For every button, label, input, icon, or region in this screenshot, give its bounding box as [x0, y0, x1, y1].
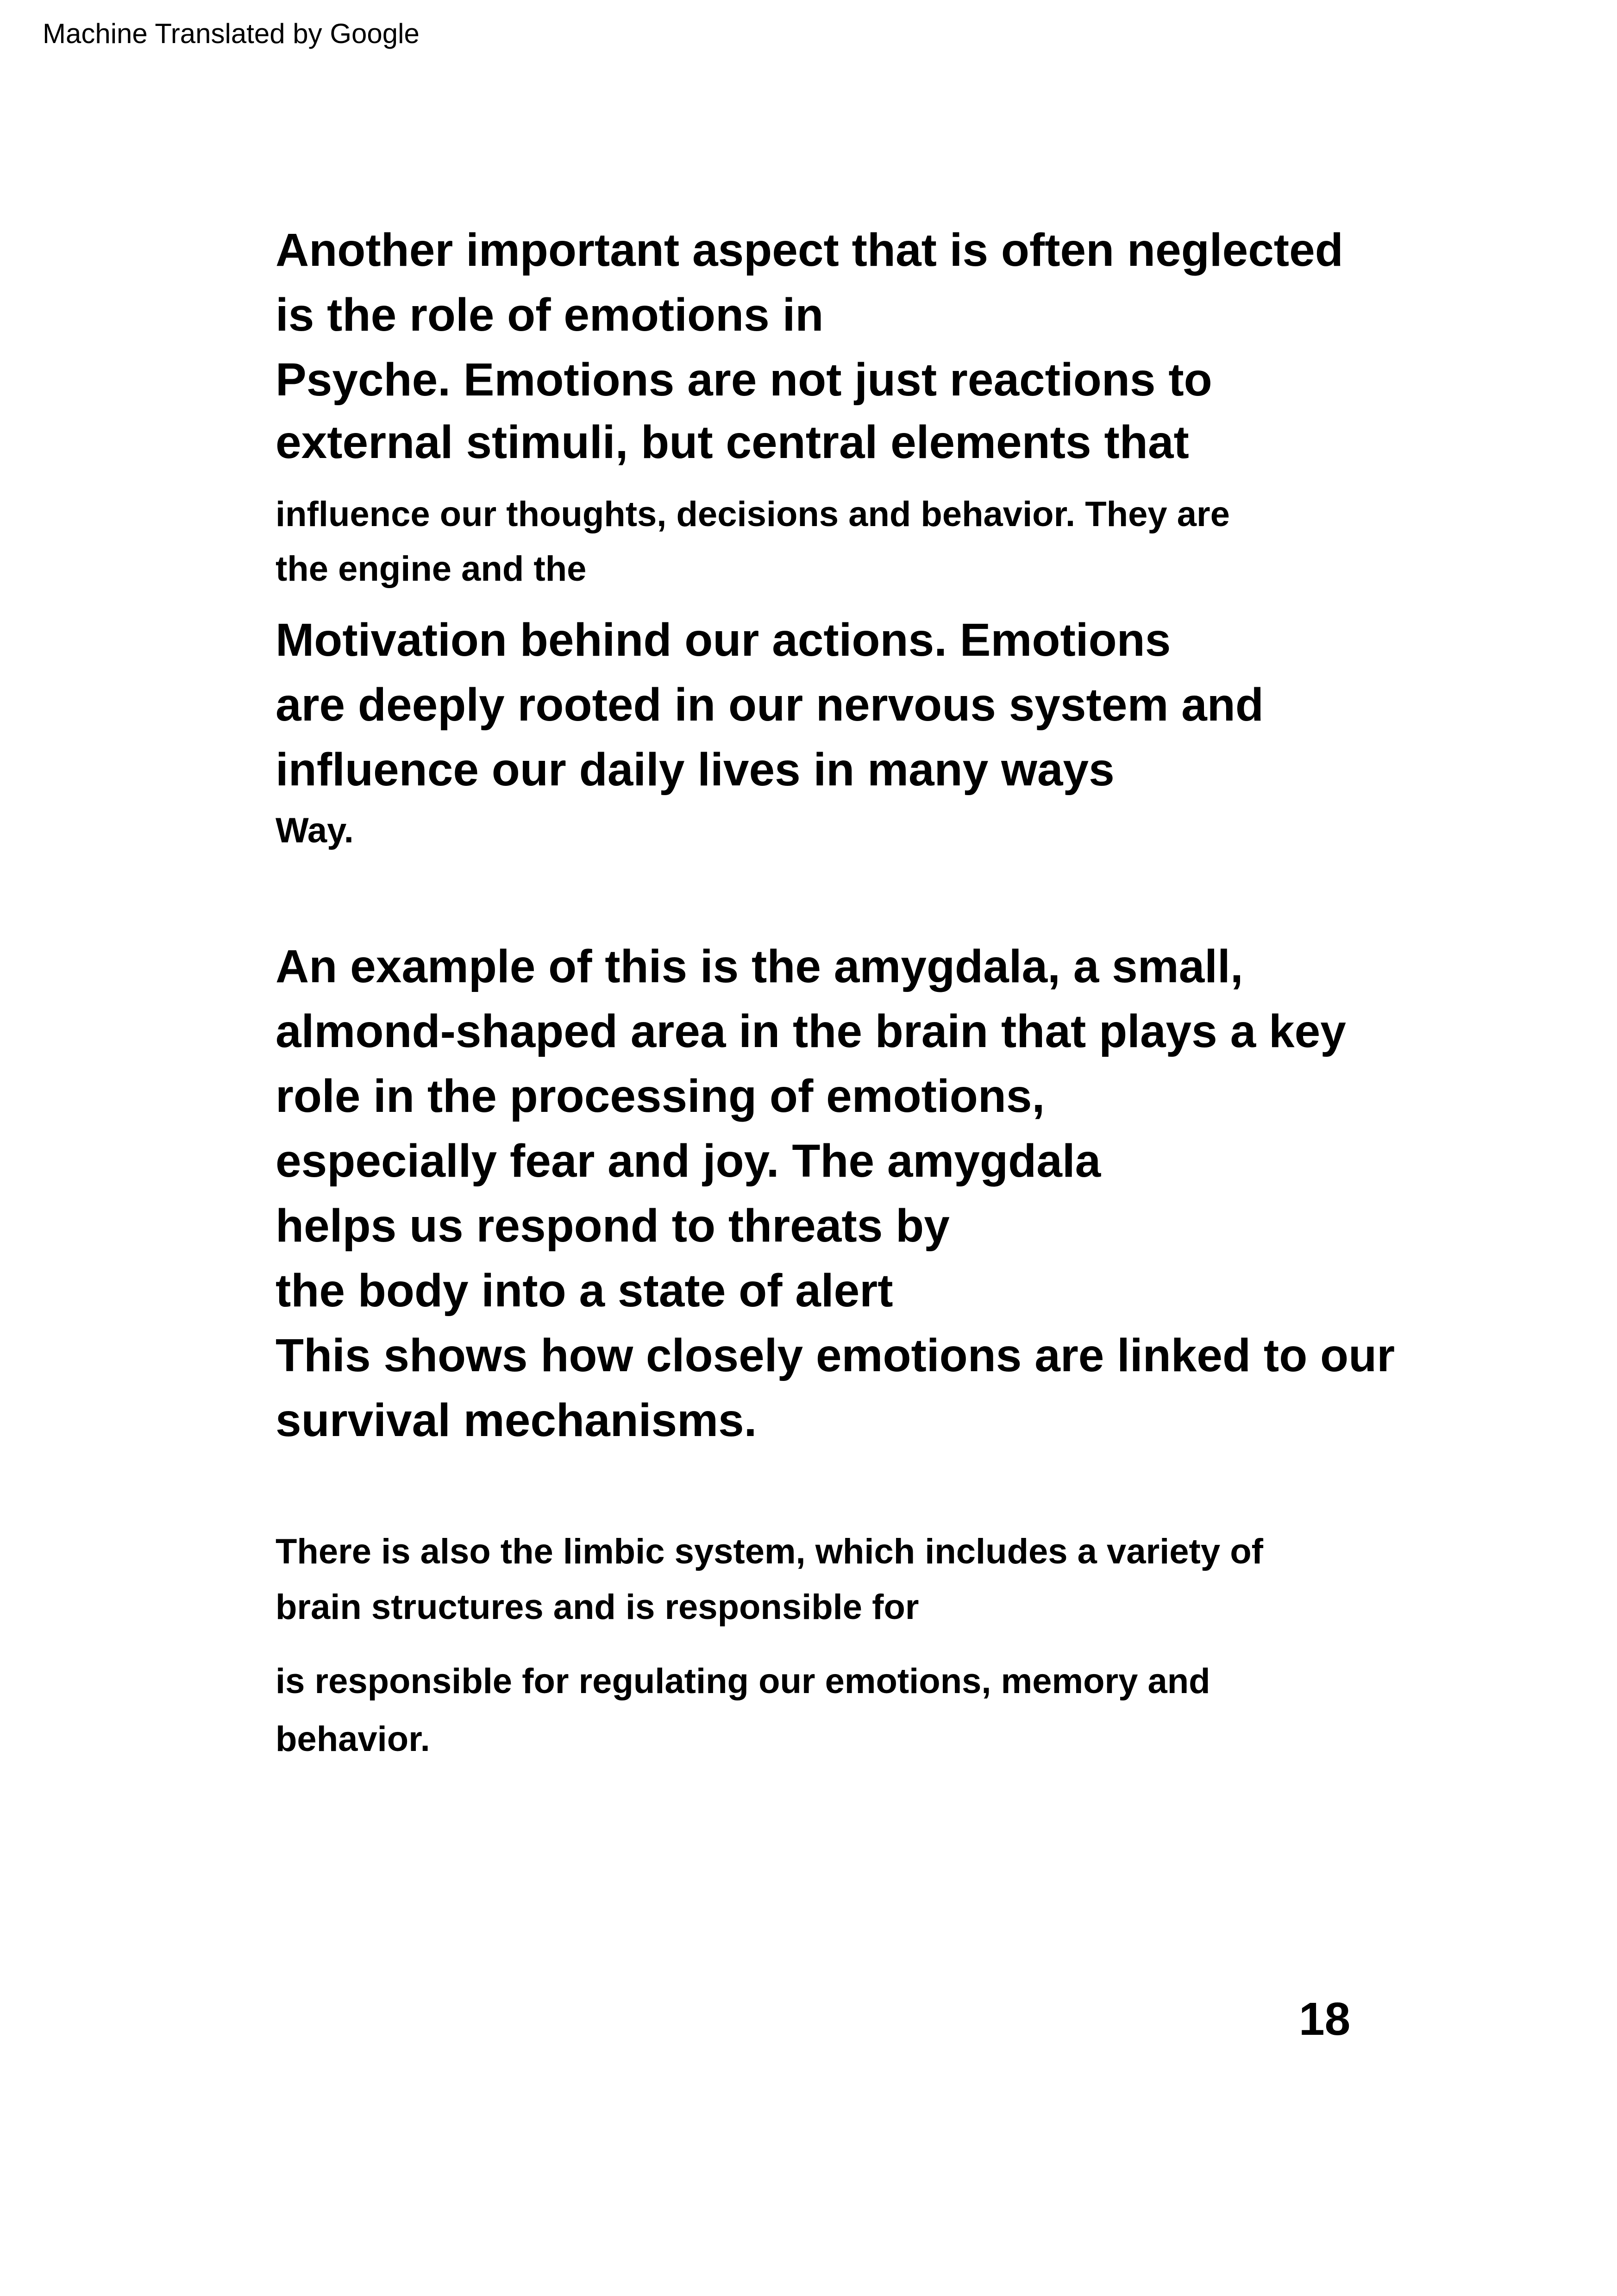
text-line: is responsible for regulating our emotions, memory and [276, 1662, 1210, 1701]
text-line: almond-shaped area in the brain that plays a key [276, 1005, 1346, 1057]
text-line: Another important aspect that is often neglected [276, 224, 1343, 276]
text-line: survival mechanisms. [276, 1394, 757, 1446]
text-line: Psyche. Emotions are not just reactions to [276, 354, 1212, 406]
text-line: behavior. [276, 1719, 430, 1759]
text-line: Motivation behind our actions. Emotions [276, 614, 1171, 666]
text-line: is the role of emotions in [276, 289, 824, 341]
text-line: An example of this is the amygdala, a small, [276, 941, 1243, 992]
text-line: role in the processing of emotions, [276, 1070, 1045, 1122]
text-line: the engine and the [276, 549, 587, 589]
text-line: There is also the limbic system, which includes a variety of [276, 1532, 1263, 1571]
text-line: external stimuli, but central elements that [276, 416, 1189, 468]
text-line: influence our daily lives in many ways [276, 744, 1115, 796]
text-line: brain structures and is responsible for [276, 1587, 919, 1627]
text-line: influence our thoughts, decisions and behavior. They are [276, 495, 1230, 534]
text-line: Way. [276, 811, 354, 850]
text-line: This shows how closely emotions are linked to our [276, 1330, 1395, 1381]
machine-translation-note: Machine Translated by Google [43, 18, 420, 49]
text-line: are deeply rooted in our nervous system and [276, 679, 1264, 731]
page-number: 18 [1299, 1993, 1351, 2045]
text-line: especially fear and joy. The amygdala [276, 1135, 1101, 1187]
text-line: helps us respond to threats by [276, 1200, 950, 1252]
text-line: the body into a state of alert [276, 1265, 893, 1317]
